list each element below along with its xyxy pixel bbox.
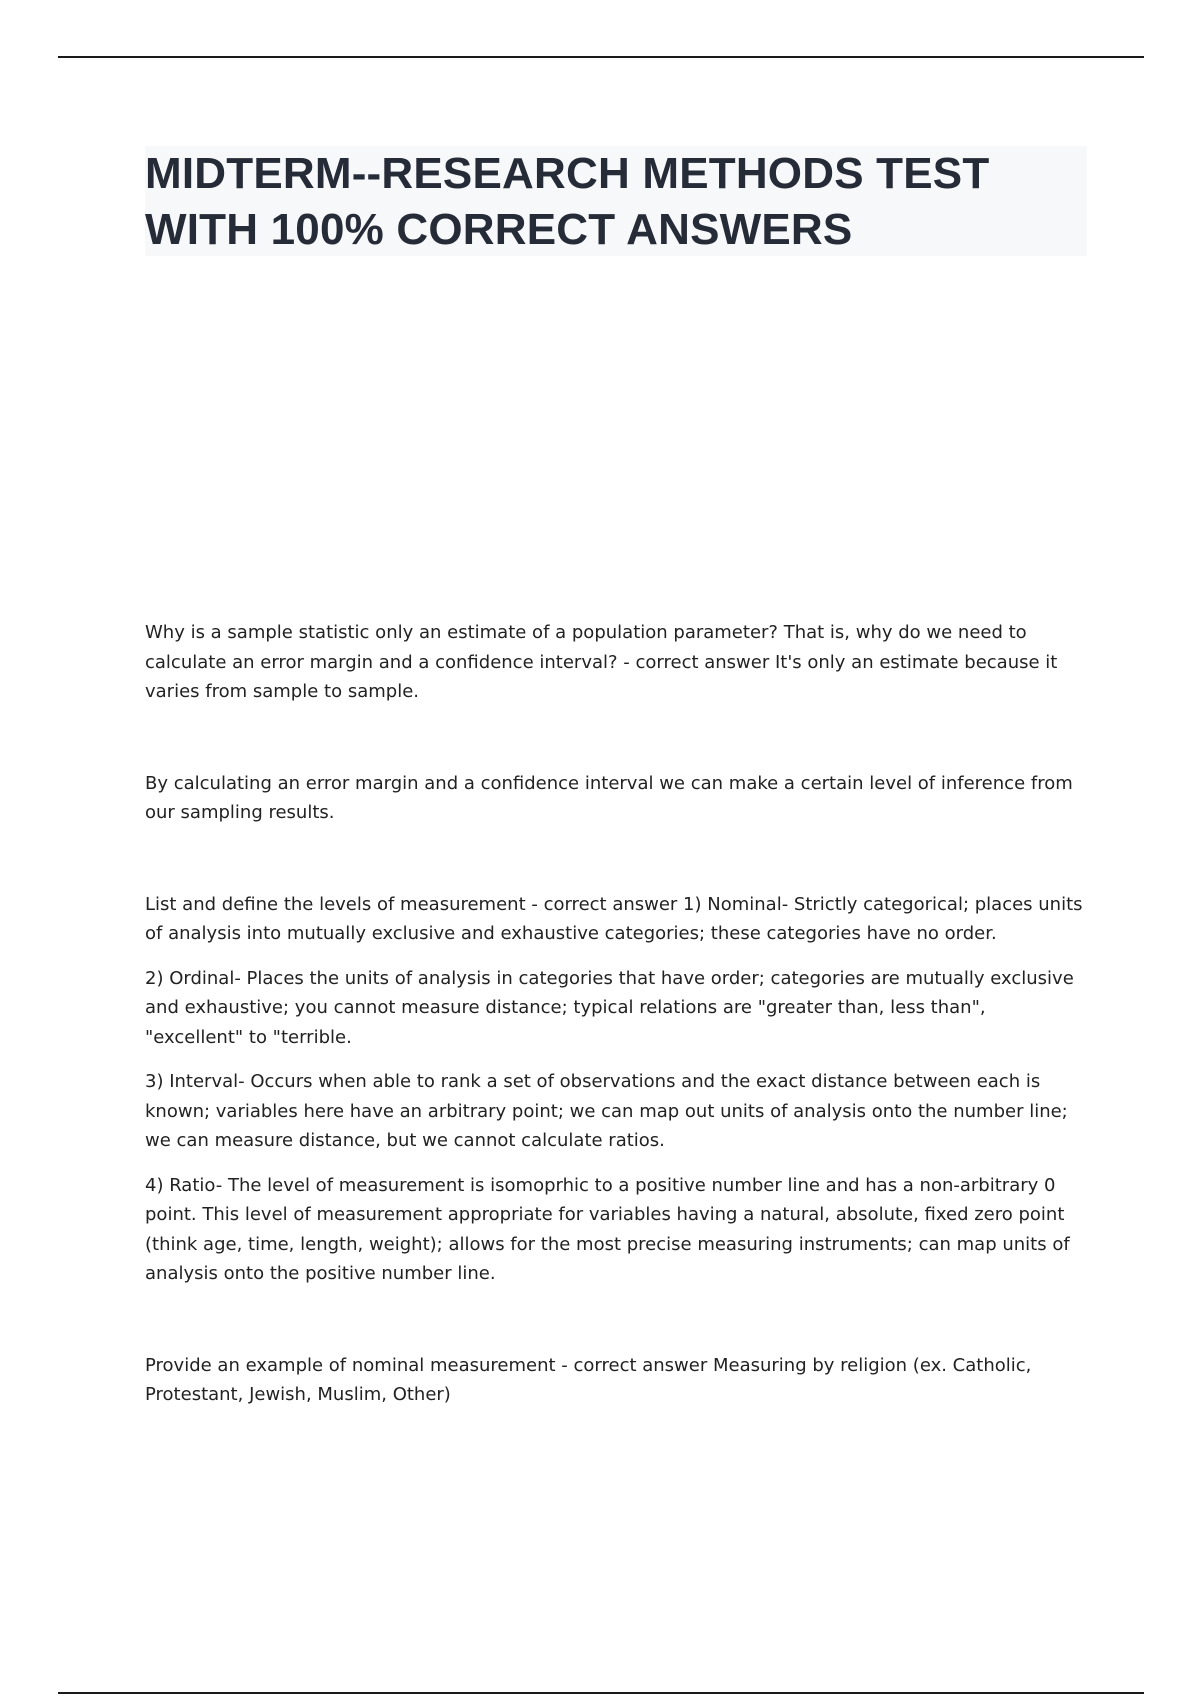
bottom-rule — [58, 1692, 1144, 1694]
title-line-2: WITH 100% CORRECT ANSWERS — [145, 205, 853, 254]
qa-sample-statistic: Why is a sample statistic only an estimate of a population parameter? That is, why do we need to calculate an error margin and a confidence interval? - correct answer It's only an estimate because it varies from sample to sample. — [145, 622, 1058, 702]
document-title — [145, 146, 1087, 258]
qa-levels-ordinal: 2) Ordinal- Places the units of analysis in categories that have order; categories are mutually exclusive and exhaustive; you cannot measure distance; typical relations are "greater than, less than", "excellent" to "terrible. — [145, 967, 1074, 1048]
qa-nominal-example: Provide an example of nominal measurement - correct answer Measuring by religion (ex. Catholic, Protestant, Jewish, Muslim, Other) — [145, 1354, 1032, 1405]
top-rule — [58, 56, 1144, 58]
title-line-1: MIDTERM--RESEARCH METHODS TEST — [145, 149, 990, 198]
qa-error-margin-note: By calculating an error margin and a confidence interval we can make a certain level of inference from our sampling results. — [145, 772, 1073, 823]
qa-levels-interval: 3) Interval- Occurs when able to rank a set of observations and the exact distance between each is known; variables here have an arbitrary point; we can map out units of analysis onto the number line; we can measure distance, but we cannot calculate ratios. — [145, 1071, 1068, 1151]
document-body — [145, 618, 1085, 1410]
qa-levels-ratio: 4) Ratio- The level of measurement is isomoprhic to a positive number line and has a non-arbitrary 0 point. This level of measurement appropriate for variables having a natural, absolute, fixed zero point (think age, time, length, weight); allows for the most precise measuring instruments; can map units of analysis onto the positive number line. — [145, 1174, 1070, 1284]
qa-levels-nominal: List and define the levels of measurement - correct answer 1) Nominal- Strictly categorical; places units of analysis into mutually exclusive and exhaustive categories; these categories have no order. — [145, 893, 1083, 944]
